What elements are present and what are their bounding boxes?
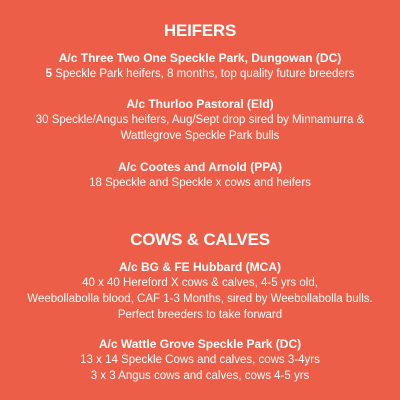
listing-title: A/c Wattle Grove Speckle Park (DC) <box>98 337 302 351</box>
listing-title: A/c Cootes and Arnold (PPA) <box>117 160 282 174</box>
listing-detail-text: Speckle Park heifers, 8 months, top quality future breeders <box>55 68 355 80</box>
listing-hubbard <box>0 259 400 323</box>
heifers-heading: HEIFERS <box>163 21 237 40</box>
listing-wattle-grove <box>0 336 400 384</box>
listing-detail: 13 x 14 Speckle Cows and calves, cows 3-4yrs <box>80 354 320 366</box>
heifer-count: 5 <box>45 68 53 80</box>
listing-detail: 18 Speckle and Speckle x cows and heifers <box>89 177 311 189</box>
listing-detail: 30 Speckle/Angus heifers, Aug/Sept drop sired by Minnamurra & <box>35 114 365 126</box>
listing-title: A/c Three Two One Speckle Park, Dungowan (DC) <box>58 51 342 65</box>
listing-detail <box>0 66 400 82</box>
listing-three-two-one <box>0 50 400 82</box>
listing-title: A/c BG & FE Hubbard (MCA) <box>119 260 281 274</box>
listing-title: A/c Thurloo Pastoral (Eld) <box>126 97 274 111</box>
cows-calves-heading: COWS & CALVES <box>130 230 270 249</box>
listing-detail: Wattlegrove Speckle Park bulls <box>120 130 280 142</box>
listing-thurloo-pastoral <box>0 96 400 144</box>
listing-detail: 3 x 3 Angus cows and calves, cows 4-5 yrs <box>90 370 310 382</box>
listing-cootes-arnold <box>0 159 400 191</box>
listing-detail: Weebollabolla blood, CAF 1-3 Months, sired by Weebollabolla bulls. <box>27 293 373 305</box>
listing-detail: Perfect breeders to take forward <box>117 309 283 321</box>
listing-detail: 40 x 40 Hereford X cows & calves, 4-5 yrs old, <box>82 277 318 289</box>
